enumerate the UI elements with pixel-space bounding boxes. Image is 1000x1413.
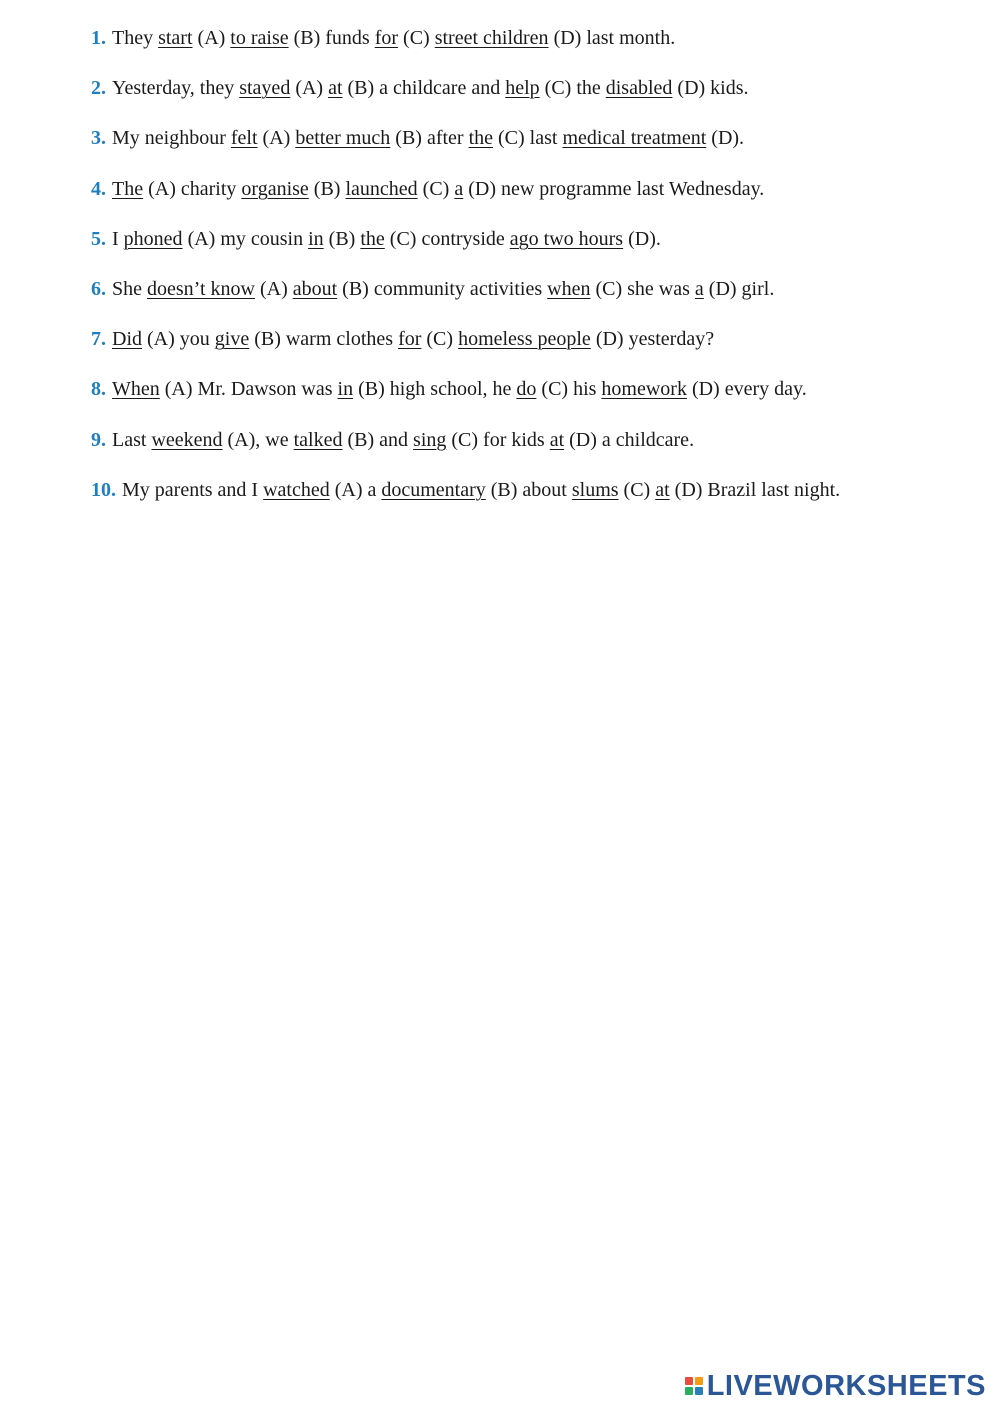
underlined-option-text: stayed (239, 77, 291, 100)
sentence-text: (B) about (485, 478, 572, 501)
underlined-option-text: felt (230, 127, 258, 150)
sentence-text: (C) she was (590, 277, 695, 300)
sentence-text: (A) (192, 27, 231, 49)
underlined-option-text: launched (345, 177, 418, 200)
sentence-text: (D) new programme last Wednesday. (463, 177, 765, 200)
sentence-text: (B) high school, he (353, 378, 517, 401)
underlined-option-text: start (158, 27, 193, 49)
question-item (91, 124, 981, 174)
sentence-text: (C) his (536, 378, 602, 401)
sentence-text: (D). (706, 127, 745, 150)
underlined-option-text: Did (112, 328, 142, 351)
sentence-text: (C) (421, 328, 459, 351)
sentence-text: (D) every day. (686, 378, 807, 401)
liveworksheets-logo (685, 1369, 986, 1403)
sentence-text: (D) girl. (703, 277, 775, 300)
sentence-text: (C) (417, 177, 455, 200)
sentence-text: (B) funds (288, 27, 375, 49)
underlined-option-text: disabled (605, 77, 673, 100)
sentence-text: (A) a (329, 478, 382, 501)
question-item (91, 225, 981, 275)
sentence-text: (A) (290, 77, 329, 100)
underlined-option-text: watched (263, 478, 330, 501)
sentence-text: (D) Brazil last night. (669, 478, 841, 501)
underlined-option-text: organise (241, 177, 309, 200)
question-number: 6. (91, 277, 106, 300)
sentence-text: Yesterday, they (112, 77, 240, 100)
sentence-text: (A) charity (143, 177, 242, 200)
underlined-option-text: give (214, 328, 250, 351)
sentence-text: (B) (323, 227, 361, 250)
logo-mark-square (685, 1377, 693, 1385)
sentence-text: (A), we (222, 428, 294, 451)
sentence-text: (B) after (390, 127, 469, 150)
logo-mark-icon (685, 1377, 703, 1395)
underlined-option-text: at (549, 428, 565, 451)
sentence-text: (B) and (342, 428, 414, 451)
underlined-option-text: a (694, 277, 704, 300)
sentence-text: (A) (257, 127, 296, 150)
underlined-option-text: at (328, 77, 343, 100)
underlined-option-text: a (454, 177, 464, 200)
underlined-option-text: for (374, 27, 399, 49)
question-number: 8. (91, 378, 106, 401)
underlined-option-text: about (292, 277, 338, 300)
underlined-option-text: ago two hours (509, 227, 624, 250)
underlined-option-text: the (468, 127, 494, 150)
question-number: 4. (91, 177, 106, 200)
sentence-text: (B) community activities (337, 277, 548, 300)
underlined-option-text: slums (571, 478, 619, 501)
underlined-option-text: at (655, 478, 670, 501)
question-item (91, 175, 981, 225)
logo-text: LIVEWORKSHEETS (706, 1369, 986, 1402)
sentence-text: (C) (398, 27, 435, 49)
question-number: 10. (91, 478, 116, 501)
sentence-text: (A) Mr. Dawson was (159, 378, 338, 401)
underlined-option-text: when (547, 277, 591, 300)
underlined-option-text: in (337, 378, 354, 401)
sentence-text: (D) last month. (548, 27, 676, 49)
underlined-option-text: weekend (151, 428, 223, 451)
question-number: 1. (91, 27, 106, 49)
sentence-text: (A) you (142, 328, 215, 351)
worksheet-questions (91, 24, 981, 526)
underlined-option-text: homework (601, 378, 687, 401)
sentence-text: (D) kids. (672, 77, 749, 100)
underlined-option-text: better much (295, 127, 391, 150)
question-item (91, 24, 981, 74)
underlined-option-text: homeless people (458, 328, 591, 351)
underlined-option-text: the (360, 227, 385, 250)
sentence-text: (B) (308, 177, 346, 200)
question-item (91, 325, 981, 375)
sentence-text: (B) a childcare and (342, 77, 506, 100)
sentence-text: (D) a childcare. (564, 428, 695, 451)
underlined-option-text: The (112, 177, 144, 200)
sentence-text: They (112, 27, 159, 49)
sentence-text: (C) the (539, 77, 606, 100)
question-number: 2. (91, 77, 106, 100)
question-item (91, 426, 981, 476)
logo-mark-square (695, 1387, 703, 1395)
sentence-text: My parents and I (122, 478, 264, 501)
underlined-option-text: medical treatment (562, 127, 707, 150)
underlined-option-text: help (505, 77, 540, 100)
question-item (91, 275, 981, 325)
sentence-text: (A) (254, 277, 293, 300)
underlined-option-text: do (516, 378, 537, 401)
underlined-option-text: to raise (230, 27, 289, 49)
question-number: 9. (91, 428, 106, 451)
question-number: 7. (91, 328, 106, 351)
sentence-text: (C) (618, 478, 656, 501)
sentence-text: (A) my cousin (182, 227, 309, 250)
sentence-text: (C) last (493, 127, 563, 150)
sentence-text: (D) yesterday? (590, 328, 715, 351)
sentence-text: My neighbour (112, 127, 231, 150)
underlined-option-text: doesn’t know (147, 277, 255, 300)
underlined-option-text: phoned (123, 227, 183, 250)
question-item (91, 375, 981, 425)
underlined-option-text: documentary (381, 478, 486, 501)
sentence-text: I (112, 227, 124, 250)
logo-mark-square (685, 1387, 693, 1395)
logo-mark-square (695, 1377, 703, 1385)
sentence-text: (D). (623, 227, 661, 250)
underlined-option-text: talked (293, 428, 343, 451)
underlined-option-text: sing (413, 428, 447, 451)
question-item (91, 74, 981, 124)
sentence-text: Last (112, 428, 152, 451)
sentence-text: (C) for kids (446, 428, 550, 451)
underlined-option-text: When (112, 378, 160, 401)
question-number: 5. (91, 227, 106, 250)
question-number: 3. (91, 127, 106, 150)
sentence-text: (C) contryside (384, 227, 510, 250)
underlined-option-text: for (398, 328, 422, 351)
sentence-text: She (112, 277, 147, 300)
underlined-option-text: street children (434, 27, 549, 49)
question-item (91, 476, 981, 526)
sentence-text: (B) warm clothes (249, 328, 399, 351)
underlined-option-text: in (308, 227, 324, 250)
